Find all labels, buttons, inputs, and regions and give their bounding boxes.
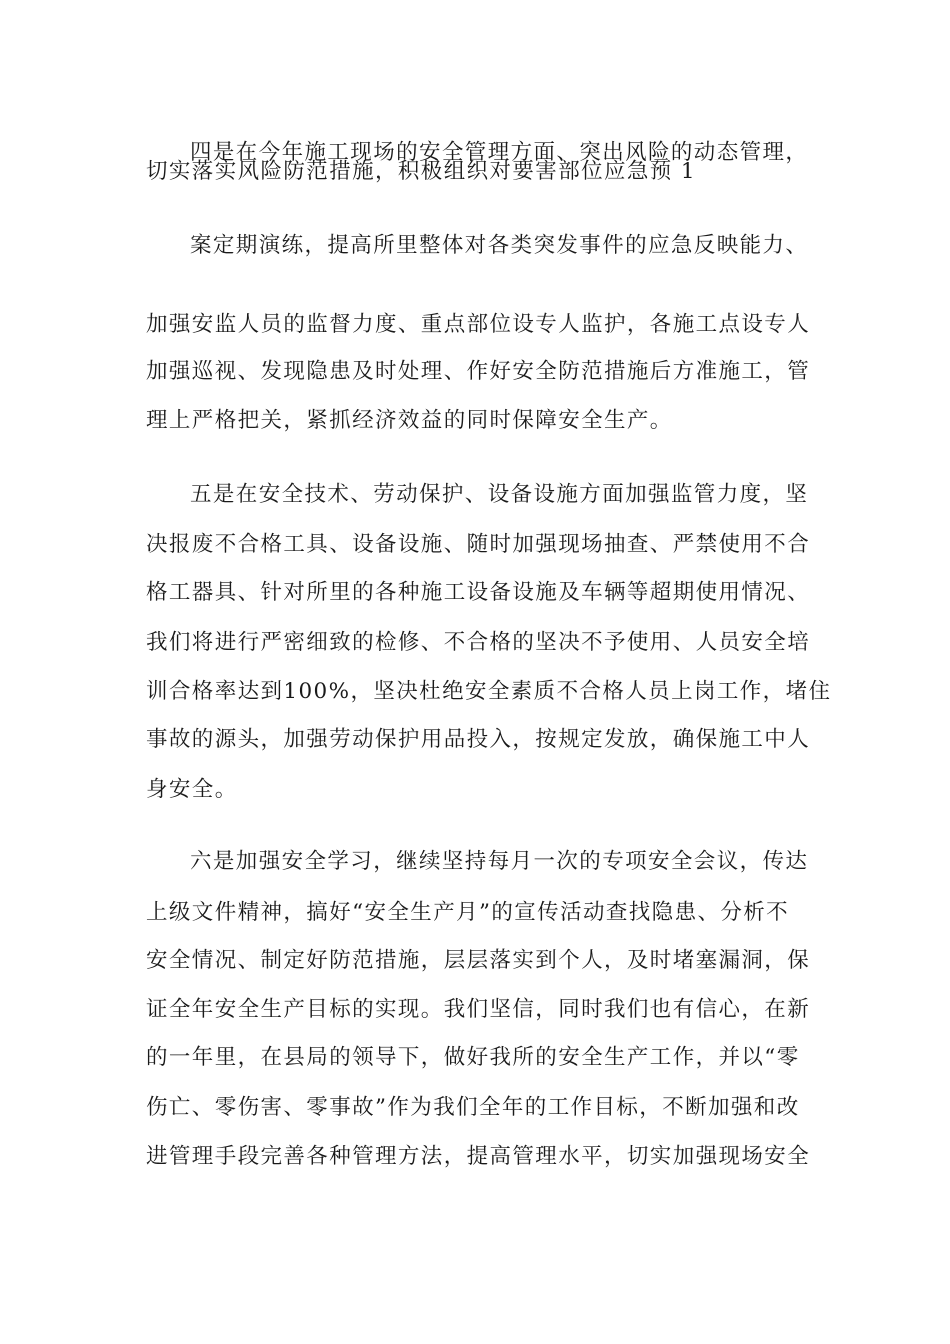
paragraph-4b-line-3: 加强巡视、发现隐患及时处理、作好安全防范措施后方准施工，管 — [146, 359, 811, 384]
paragraph-5-line-7: 身安全。 — [146, 777, 238, 802]
paragraph-5-line-2: 决报废不合格工具、设备设施、随时加强现场抽查、严禁使用不合 — [146, 532, 811, 557]
paragraph-6-line-6: 伤亡、零伤害、零事故”作为我们全年的工作目标，不断加强和改 — [146, 1095, 800, 1120]
paragraph-5-line-6: 事故的源头，加强劳动保护用品投入，按规定发放，确保施工中人 — [146, 727, 811, 752]
paragraph-6-line-3: 安全情况、制定好防范措施，层层落实到个人，及时堵塞漏洞，保 — [146, 948, 811, 973]
paragraph-6-line-2: 上级文件精神，搞好“安全生产月”的宣传活动查找隐患、分析不 — [146, 900, 790, 925]
paragraph-5-line-4: 我们将进行严密细致的检修、不合格的坚决不予使用、人员安全培 — [146, 630, 811, 655]
paragraph-5-line-5: 训合格率达到100%，坚决杜绝安全素质不合格人员上岗工作，堵住 — [146, 679, 832, 704]
paragraph-4b-line-2: 加强安监人员的监督力度、重点部位设专人监护，各施工点设专人 — [146, 312, 811, 337]
paragraph-6-line-7: 进管理手段完善各种管理方法，提高管理水平，切实加强现场安全 — [146, 1144, 811, 1169]
paragraph-4-line-2: 切实落实风险防范措施，积极组织对要害部位应急预 1 — [146, 159, 697, 184]
paragraph-5-line-3: 格工器具、针对所里的各种施工设备设施及车辆等超期使用情况、 — [146, 580, 811, 605]
paragraph-6-line-1: 六是加强安全学习，继续坚持每月一次的专项安全会议，传达 — [190, 849, 809, 874]
paragraph-4b-line-4: 理上严格把关，紧抓经济效益的同时保障安全生产。 — [146, 408, 673, 433]
paragraph-4b-line-1: 案定期演练，提高所里整体对各类突发事件的应急反映能力、 — [190, 233, 809, 258]
paragraph-6-line-4: 证全年安全生产目标的实现。我们坚信，同时我们也有信心，在新 — [146, 997, 811, 1022]
paragraph-4-line-1: 四是在今年施工现场的安全管理方面、突出风险的动态管理， — [190, 140, 809, 165]
paragraph-5-line-1: 五是在安全技术、劳动保护、设备设施方面加强监管力度，坚 — [190, 482, 809, 507]
paragraph-6-line-5: 的一年里，在县局的领导下，做好我所的安全生产工作，并以“零 — [146, 1045, 800, 1070]
